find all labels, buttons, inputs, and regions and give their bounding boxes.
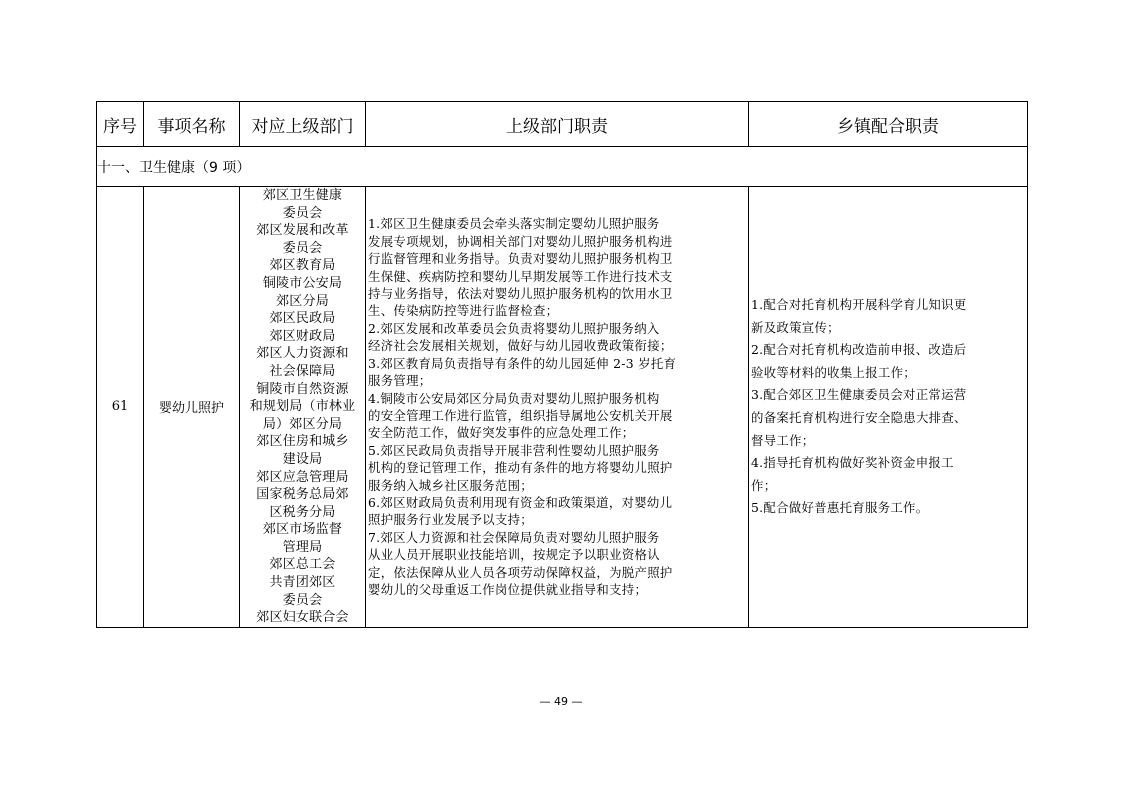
- duty-line: 经济社会发展相关规划，做好与幼儿园收费政策衔接；: [368, 338, 673, 354]
- department-line: 郊区分局: [276, 293, 329, 309]
- duty-line: 服务管理；: [368, 373, 432, 389]
- duty-line: 发展专项规划，协调相关部门对婴幼儿照护服务机构进: [368, 233, 673, 249]
- department-line: 郊区教育局: [269, 258, 336, 274]
- department-line: 委员会: [282, 205, 323, 221]
- duty-line: 5.郊区民政局负责指导开展非营利性婴幼儿照护服务: [368, 442, 660, 458]
- row-cooperation: [749, 187, 1028, 628]
- cooperation-line: 督导工作；: [751, 432, 815, 448]
- row-item-name: 婴幼儿照护: [144, 187, 240, 628]
- header-no: 序号: [97, 102, 144, 147]
- section-row: [97, 147, 1028, 187]
- duty-line: 定，依法保障从业人员各项劳动保障权益，为脱产照护: [368, 564, 673, 580]
- duty-line: 生保健、疾病防控和婴幼儿早期发展等工作进行技术支: [368, 268, 673, 284]
- row-number: 61: [97, 187, 144, 628]
- duty-line: 婴幼儿的父母重返工作岗位提供就业指导和支持；: [368, 581, 648, 597]
- page-number: — 49 —: [539, 695, 583, 708]
- cooperation-line: 5.配合做好普惠托育服务工作。: [751, 500, 929, 516]
- department-line: 管理局: [282, 539, 323, 555]
- department-line: 铜陵市公安局: [262, 275, 343, 291]
- department-line: 郊区总工会: [269, 557, 336, 573]
- department-line: 郊区发展和改革: [256, 223, 349, 239]
- header-item-name: 事项名称: [144, 102, 240, 147]
- department-line: 郊区人力资源和: [256, 346, 349, 362]
- duty-line: 从业人员开展职业技能培训，按规定予以职业资格认: [368, 547, 660, 563]
- cooperation-line: 新及政策宣传；: [751, 319, 840, 335]
- department-line: 郊区住房和城乡: [256, 434, 349, 450]
- row-departments: [240, 187, 366, 628]
- department-line: 区税务分局: [269, 504, 336, 520]
- cooperation-line: 3.配合郊区卫生健康委员会对正常运营: [751, 387, 967, 403]
- duty-line: 生、传染病防控等进行监督检查；: [368, 303, 559, 319]
- duty-line: 照护服务行业发展予以支持；: [368, 512, 533, 528]
- duty-line: 持与业务指导，依法对婴幼儿照护服务机构的饮用水卫: [368, 286, 673, 302]
- department-line: 铜陵市自然资源: [256, 381, 349, 397]
- department-line: 郊区妇女联合会: [256, 610, 349, 626]
- duty-line: 的安全管理工作进行监管，组织指导属地公安机关开展: [368, 407, 673, 423]
- duty-line: 3.郊区教育局负责指导有条件的幼儿园延伸 2-3 岁托育: [368, 355, 677, 371]
- department-line: 郊区市场监督: [262, 522, 343, 538]
- duty-line: 4.铜陵市公安局郊区分局负责对婴幼儿照护服务机构: [368, 390, 660, 406]
- duty-line: 7.郊区人力资源和社会保障局负责对婴幼儿照护服务: [368, 529, 660, 545]
- duty-line: 行监督管理和业务指导。负责对婴幼儿照护服务机构卫: [368, 251, 673, 267]
- department-line: 和规划局（市林业: [249, 399, 356, 415]
- cooperation-line: 1.配合对托育机构开展科学育儿知识更: [751, 296, 967, 312]
- department-line: 郊区财政局: [269, 328, 336, 344]
- department-line: 郊区卫生健康: [262, 188, 343, 203]
- cooperation-line: 2.配合对托育机构改造前申报、改造后: [751, 342, 967, 358]
- header-superior-duties: 上级部门职责: [366, 102, 749, 147]
- department-line: 国家税务总局郊: [256, 487, 349, 503]
- cooperation-line: 作；: [751, 477, 777, 493]
- header-row: [97, 102, 1028, 147]
- duty-line: 2.郊区发展和改革委员会负责将婴幼儿照护服务纳入: [368, 320, 660, 336]
- header-superior-department: 对应上级部门: [240, 102, 366, 147]
- department-line: 共青团郊区: [269, 575, 336, 591]
- cooperation-line: 验收等材料的收集上报工作；: [751, 364, 916, 380]
- cooperation-line: 4.指导托育机构做好奖补资金申报工: [751, 455, 954, 471]
- duty-line: 服务纳入城乡社区服务范围；: [368, 477, 533, 493]
- department-line: 社会保障局: [269, 363, 336, 379]
- department-line: 建设局: [282, 451, 323, 467]
- table-row: [97, 187, 1028, 628]
- duty-line: 6.郊区财政局负责利用现有资金和政策渠道，对婴幼儿: [368, 494, 673, 510]
- department-line: 委员会: [282, 240, 323, 256]
- row-duties: [366, 187, 749, 628]
- department-line: 局）郊区分局: [262, 416, 343, 432]
- cooperation-line: 的备案托育机构进行安全隐患大排查、: [751, 409, 967, 425]
- duty-line: 1.郊区卫生健康委员会牵头落实制定婴幼儿照护服务: [368, 216, 660, 232]
- header-township-cooperation: 乡镇配合职责: [749, 102, 1028, 147]
- department-line: 郊区应急管理局: [256, 469, 349, 485]
- section-title: 十一、卫生健康（9 项）: [97, 147, 1028, 187]
- duty-line: 机构的登记管理工作，推动有条件的地方将婴幼儿照护: [368, 460, 673, 476]
- duty-line: 安全防范工作，做好突发事件的应急处理工作；: [368, 425, 635, 441]
- department-line: 郊区民政局: [269, 311, 336, 327]
- department-line: 委员会: [282, 592, 323, 608]
- duty-table: [96, 101, 1028, 628]
